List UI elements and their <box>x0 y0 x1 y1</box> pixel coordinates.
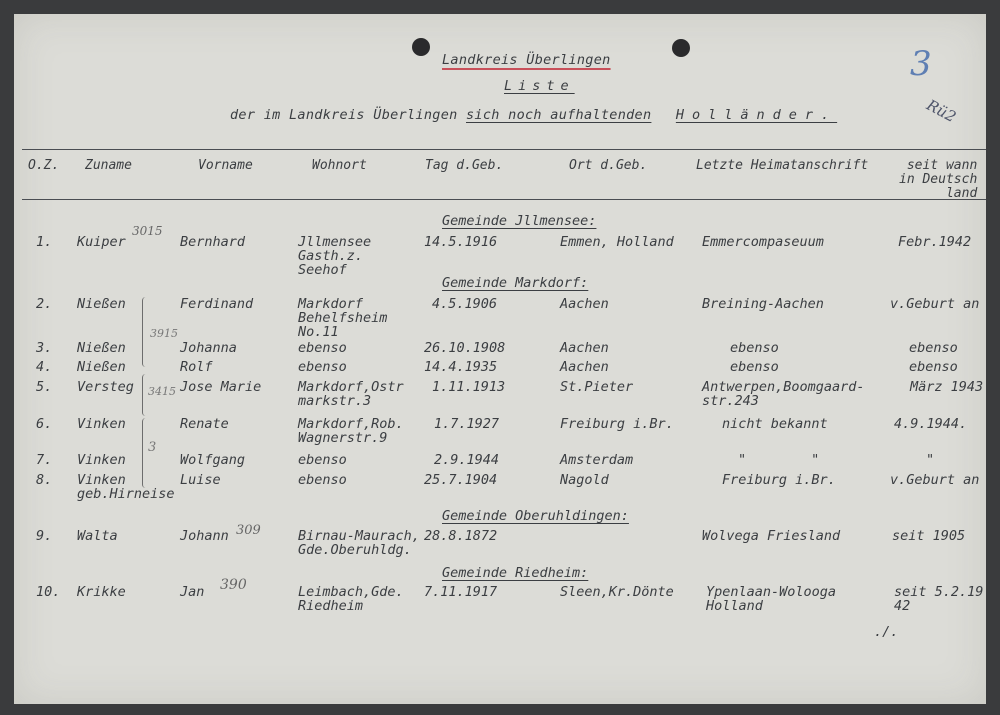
footer-mark: ./. <box>874 624 899 640</box>
cell-wohnort: Markdorf Behelfsheim No.11 <box>298 296 388 340</box>
column-header-geb-tag: Tag d.Geb. <box>425 158 504 173</box>
cell-wohnort: Birnau-Maurach, Gde.Oberuhldg. <box>298 528 420 558</box>
cell-nr: 9. <box>36 528 53 544</box>
cell-nr: 10. <box>36 584 61 600</box>
cell-wohnort: Leimbach,Gde. Riedheim <box>298 584 404 614</box>
heading-underlined: sich noch aufhaltenden <box>466 107 652 123</box>
cell-heimat: " " <box>738 452 820 468</box>
handwritten-corner-note: Rü2 <box>923 95 959 127</box>
table-header-top-rule <box>22 149 986 150</box>
cell-zuname: Kuiper <box>77 234 126 250</box>
cell-seit: 4.9.1944. <box>894 416 968 432</box>
column-header-geb-ort: Ort d.Geb. <box>569 158 648 173</box>
heading-prefix: der im Landkreis Überlingen <box>230 107 458 123</box>
cell-heimat: ebenso <box>730 359 779 375</box>
cell-vorname: Johann <box>180 528 229 544</box>
cell-geb-tag: 1.7.1927 <box>434 416 500 432</box>
cell-zuname: Nießen <box>77 340 126 356</box>
cell-nr: 2. <box>36 296 53 312</box>
cell-geb-tag: 26.10.1908 <box>424 340 506 356</box>
cell-geb-ort: Aachen <box>560 359 609 375</box>
column-header-zuname: Zuname <box>85 158 132 173</box>
cell-nr: 6. <box>36 416 53 432</box>
cell-vorname: Jose Marie <box>180 379 262 395</box>
cell-heimat: Antwerpen,Boomgaard- str.243 <box>702 379 865 409</box>
column-header-oz: O.Z. <box>28 158 60 173</box>
cell-wohnort: ebenso <box>298 472 347 488</box>
column-header-vorname: Vorname <box>198 158 253 173</box>
cell-geb-tag: 14.5.1916 <box>424 234 498 250</box>
cell-geb-tag: 1.11.1913 <box>432 379 506 395</box>
cell-wohnort: Jllmensee Gasth.z. Seehof <box>298 234 372 278</box>
cell-nr: 5. <box>36 379 53 395</box>
pencil-mark: 3 <box>148 440 157 455</box>
cell-zuname: Vinken <box>77 452 126 468</box>
cell-vorname: Jan <box>180 584 205 600</box>
pencil-mark: 390 <box>220 577 247 593</box>
cell-nr: 3. <box>36 340 53 356</box>
cell-zuname: Versteg <box>77 379 134 395</box>
cell-geb-ort: Nagold <box>560 472 609 488</box>
cell-seit: ebenso <box>909 359 958 375</box>
cell-seit: v.Geburt an <box>890 472 980 488</box>
document-subtitle: Liste <box>504 78 575 94</box>
pencil-brace <box>142 297 149 367</box>
cell-geb-tag: 2.9.1944 <box>434 452 500 468</box>
document-heading-line <box>230 107 837 123</box>
handwritten-page-number: 3 <box>910 44 932 84</box>
punch-hole-left <box>412 38 430 56</box>
pencil-mark: 3015 <box>132 224 163 238</box>
pencil-mark: 3915 <box>150 327 178 340</box>
cell-geb-ort: Freiburg i.Br. <box>560 416 674 432</box>
cell-seit: ebenso <box>909 340 958 356</box>
cell-nr: 1. <box>36 234 53 250</box>
cell-geb-ort: Aachen <box>560 340 609 356</box>
cell-geb-ort: Emmen, Holland <box>560 234 674 250</box>
cell-zuname: Nießen <box>77 296 126 312</box>
cell-wohnort: ebenso <box>298 340 347 356</box>
document-title: Landkreis Überlingen <box>442 52 611 68</box>
cell-nr: 7. <box>36 452 53 468</box>
municipality-heading: Gemeinde Markdorf: <box>442 275 589 291</box>
cell-heimat: Breining-Aachen <box>702 296 824 312</box>
cell-geb-tag: 14.4.1935 <box>424 359 498 375</box>
cell-geb-ort: Aachen <box>560 296 609 312</box>
cell-seit: seit 1905 <box>892 528 966 544</box>
cell-zuname: Krikke <box>77 584 126 600</box>
cell-seit: v.Geburt an <box>890 296 980 312</box>
cell-zuname: Walta <box>77 528 118 544</box>
document-sheet <box>14 14 986 704</box>
column-header-wohnort: Wohnort <box>312 158 367 173</box>
cell-heimat: Freiburg i.Br. <box>722 472 836 488</box>
cell-geb-ort: St.Pieter <box>560 379 634 395</box>
cell-vorname: Ferdinand <box>180 296 254 312</box>
cell-seit: Febr.1942 <box>898 234 972 250</box>
cell-geb-tag: 28.8.1872 <box>424 528 498 544</box>
cell-zuname: Vinken geb.Hirneise <box>77 472 175 502</box>
cell-geb-tag: 25.7.1904 <box>424 472 498 488</box>
table-header-bottom-rule <box>22 199 986 200</box>
cell-zuname: Nießen <box>77 359 126 375</box>
cell-heimat: ebenso <box>730 340 779 356</box>
cell-vorname: Bernhard <box>180 234 246 250</box>
cell-nr: 4. <box>36 359 53 375</box>
cell-heimat: Emmercompaseuum <box>702 234 824 250</box>
cell-seit: März 1943 <box>910 379 984 395</box>
cell-wohnort: Markdorf,Rob. Wagnerstr.9 <box>298 416 404 446</box>
heading-spaced: Holländer. <box>675 107 838 123</box>
cell-seit: " <box>926 452 935 468</box>
pencil-mark: 309 <box>236 523 261 538</box>
pencil-brace <box>142 418 149 488</box>
cell-wohnort: Markdorf,Ostr markstr.3 <box>298 379 404 409</box>
cell-geb-ort: Amsterdam <box>560 452 634 468</box>
cell-zuname: Vinken <box>77 416 126 432</box>
municipality-heading: Gemeinde Oberuhldingen: <box>442 508 629 524</box>
cell-wohnort: ebenso <box>298 359 347 375</box>
cell-heimat: nicht bekannt <box>722 416 828 432</box>
cell-geb-ort: Sleen,Kr.Dönte <box>560 584 674 600</box>
cell-seit: seit 5.2.19 42 <box>894 584 984 614</box>
cell-vorname: Renate <box>180 416 229 432</box>
cell-heimat: Ypenlaan-Wolooga Holland <box>706 584 837 614</box>
cell-heimat: Wolvega Friesland <box>702 528 841 544</box>
cell-vorname: Luise <box>180 472 221 488</box>
cell-wohnort: ebenso <box>298 452 347 468</box>
municipality-heading: Gemeinde Riedheim: <box>442 565 589 581</box>
cell-nr: 8. <box>36 472 53 488</box>
cell-vorname: Rolf <box>180 359 213 375</box>
punch-hole-right <box>672 39 690 57</box>
column-header-seit: seit wann in Deutsch land <box>899 158 978 201</box>
cell-vorname: Johanna <box>180 340 237 356</box>
municipality-heading: Gemeinde Jllmensee: <box>442 213 597 229</box>
cell-geb-tag: 4.5.1906 <box>432 296 498 312</box>
pencil-mark: 3415 <box>148 385 176 398</box>
cell-geb-tag: 7.11.1917 <box>424 584 498 600</box>
pencil-brace <box>142 374 149 416</box>
cell-vorname: Wolfgang <box>180 452 246 468</box>
column-header-heimat: Letzte Heimatanschrift <box>696 158 869 173</box>
